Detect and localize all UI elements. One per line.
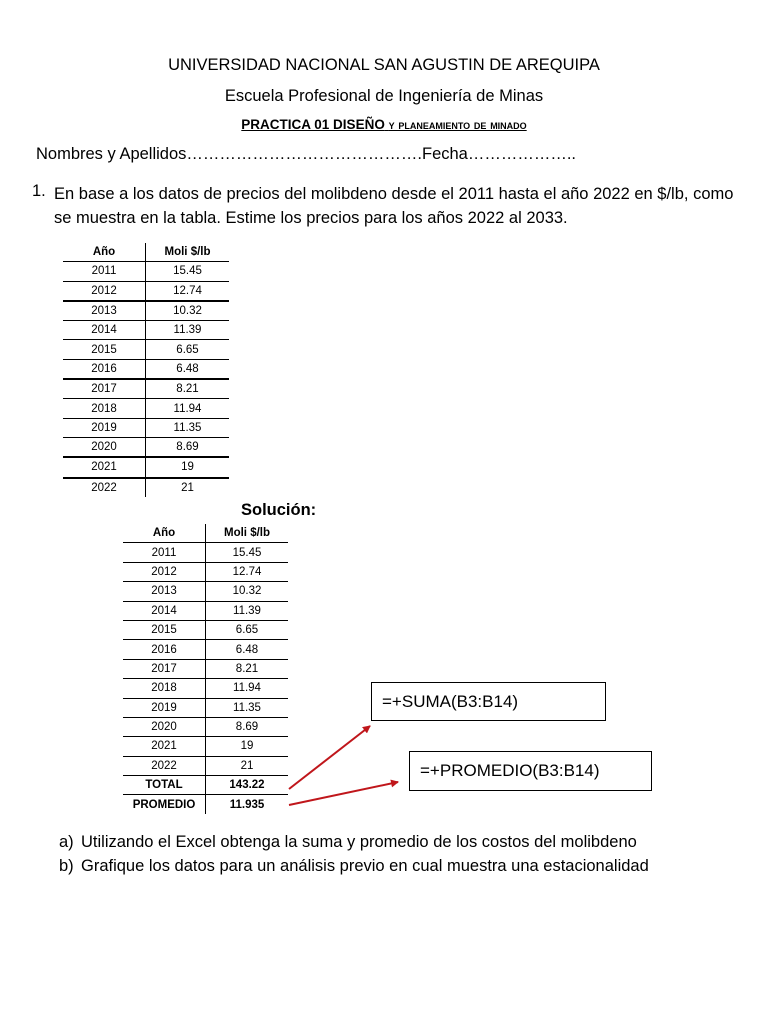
- arrow-to-average-formula: [289, 782, 398, 805]
- table-header-price: Moli $/lb: [206, 524, 289, 543]
- price-cell: 6.48: [146, 359, 230, 379]
- average-row: [123, 795, 288, 814]
- year-cell: 2011: [123, 543, 206, 562]
- total-label: TOTAL: [123, 776, 206, 795]
- year-cell: 2021: [123, 737, 206, 756]
- table-row: [63, 379, 229, 399]
- year-cell: 2022: [63, 478, 146, 497]
- price-cell: 8.69: [146, 437, 230, 457]
- year-cell: 2020: [63, 437, 146, 457]
- table-row: [123, 562, 288, 581]
- price-cell: 19: [206, 737, 289, 756]
- table-row: [123, 620, 288, 639]
- year-cell: 2020: [123, 717, 206, 736]
- price-cell: 10.32: [146, 301, 230, 321]
- year-cell: 2013: [63, 301, 146, 321]
- year-cell: 2022: [123, 756, 206, 775]
- average-formula-box: [409, 751, 652, 791]
- average-label: PROMEDIO: [123, 795, 206, 814]
- table-row: [123, 679, 288, 698]
- year-cell: 2015: [123, 620, 206, 639]
- table-header-price: Moli $/lb: [146, 243, 230, 262]
- table-row: [123, 582, 288, 601]
- price-cell: 11.35: [206, 698, 289, 717]
- item-b-label: b): [59, 857, 74, 875]
- practice-title: [0, 117, 768, 132]
- price-cell: 21: [206, 756, 289, 775]
- table-row: [63, 399, 229, 418]
- year-cell: 2018: [63, 399, 146, 418]
- average-formula-text: =+PROMEDIO(B3:B14): [420, 761, 600, 780]
- table-row: [63, 262, 229, 281]
- table-row: [123, 717, 288, 736]
- year-cell: 2014: [123, 601, 206, 620]
- price-cell: 6.65: [146, 340, 230, 359]
- table-row: [63, 418, 229, 437]
- price-cell: 21: [181, 481, 194, 494]
- year-cell: 2012: [123, 562, 206, 581]
- total-value: 143.22: [206, 776, 289, 795]
- price-cell: 11.94: [146, 399, 230, 418]
- year-cell: 2019: [123, 698, 206, 717]
- price-cell: 6.65: [206, 620, 289, 639]
- item-b-text: Grafique los datos para un análisis previo en cual muestra una estacionalidad: [81, 857, 649, 875]
- table-row: [63, 301, 229, 321]
- year-cell: 2017: [63, 379, 146, 399]
- table-row: [63, 281, 229, 301]
- table-row: [63, 457, 229, 477]
- year-cell: 2014: [63, 321, 146, 340]
- table-row: [63, 321, 229, 340]
- practice-title-rest: y planeamiento de minado: [388, 117, 527, 132]
- practice-title-main: PRACTICA 01 DISEÑO: [241, 117, 385, 132]
- table-header-year: Año: [63, 243, 146, 262]
- table-row: [123, 640, 288, 659]
- total-row: [123, 776, 288, 795]
- sum-formula-box: [371, 682, 606, 721]
- question-text: En base a los datos de precios del molibdeno desde el 2011 hasta el año 2022 en $/lb, como se muestra en la tabla. Estime los precios para los años 2022 al 2033.: [54, 185, 734, 227]
- year-cell: 2015: [63, 340, 146, 359]
- year-cell: 2017: [123, 659, 206, 678]
- question-number: 1.: [32, 182, 46, 200]
- table-row: [123, 737, 288, 756]
- year-cell: 2021: [63, 457, 146, 477]
- arrow-to-sum-formula: [289, 726, 370, 789]
- price-cell: 8.21: [206, 659, 289, 678]
- table-row: [123, 756, 288, 775]
- year-cell: 2011: [63, 262, 146, 281]
- table-row: [123, 601, 288, 620]
- price-cell: 8.21: [146, 379, 230, 399]
- year-cell: 2016: [63, 359, 146, 379]
- table-row: [63, 340, 229, 359]
- average-value: 11.935: [229, 798, 265, 811]
- table-row: [63, 437, 229, 457]
- price-table: [63, 243, 229, 497]
- table-header-year: Año: [123, 524, 206, 543]
- names-date-line: Nombres y Apellidos…………………………………….Fecha………………..: [36, 145, 577, 163]
- item-a-label: a): [59, 833, 74, 851]
- price-cell: 11.94: [206, 679, 289, 698]
- price-cell: 15.45: [206, 543, 289, 562]
- table-row: [63, 478, 229, 497]
- item-a-text: Utilizando el Excel obtenga la suma y promedio de los costos del molibdeno: [81, 833, 637, 851]
- school-title: Escuela Profesional de Ingeniería de Minas: [224, 87, 544, 105]
- table-row: [123, 659, 288, 678]
- price-cell: 6.48: [206, 640, 289, 659]
- price-cell: 15.45: [146, 262, 230, 281]
- table-row: [123, 543, 288, 562]
- table-row: [63, 359, 229, 379]
- year-cell: 2016: [123, 640, 206, 659]
- university-title: UNIVERSIDAD NACIONAL SAN AGUSTIN DE AREQUIPA: [168, 56, 600, 74]
- year-cell: 2012: [63, 281, 146, 301]
- price-cell: 10.32: [206, 582, 289, 601]
- solution-table: [123, 524, 288, 814]
- sum-formula-text: =+SUMA(B3:B14): [382, 691, 519, 711]
- year-cell: 2013: [123, 582, 206, 601]
- price-cell: 12.74: [146, 281, 230, 301]
- price-cell: 11.39: [146, 321, 230, 340]
- price-cell: 8.69: [206, 717, 289, 736]
- price-cell: 11.39: [206, 601, 289, 620]
- year-cell: 2018: [123, 679, 206, 698]
- table-row: [123, 698, 288, 717]
- year-cell: 2019: [63, 418, 146, 437]
- price-cell: 11.35: [146, 418, 230, 437]
- price-cell: 12.74: [206, 562, 289, 581]
- price-cell: 19: [146, 457, 230, 477]
- solution-title: Solución:: [241, 501, 317, 519]
